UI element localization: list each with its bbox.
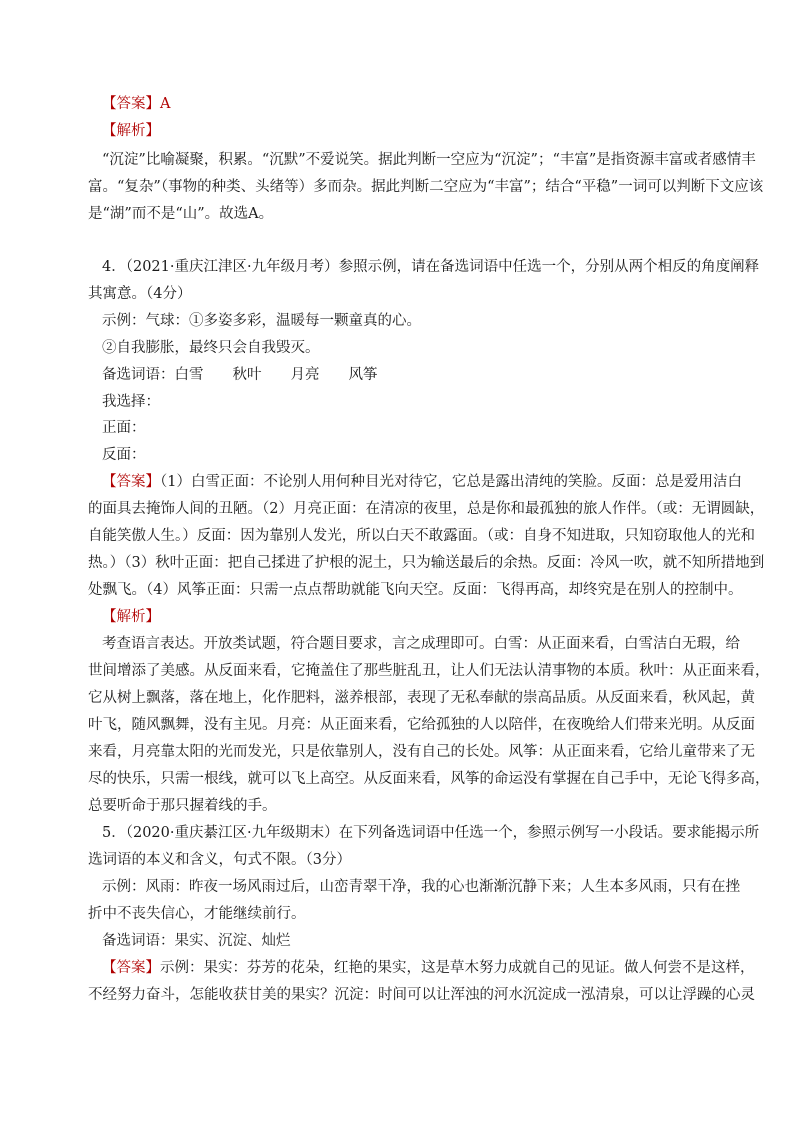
- analysis-text-line: 它从树上飘落，落在地上，化作肥料，滋养根部，表现了无私奉献的崇高品质。从反面来看，秋风起，黄: [88, 690, 755, 706]
- analysis-text-line: 叶飞，随风飘舞，没有主见。月亮：从正面来看，它给孤独的人以陪伴，在夜晚给人们带来光明。从反面: [88, 717, 755, 733]
- answer-text-line: 处飘飞。（4）风筝正面：只需一点点帮助就能飞向天空。反面：飞得再高，却终究是在别人的控制中。: [88, 582, 743, 598]
- question-stem: 5．（2020·重庆綦江区·九年级期末）在下列备选词语中任选一个，参照示例写一小段话。要求能揭示所: [102, 825, 760, 841]
- answer-text: 示例：果实：芬芳的花朵，红艳的果实，这是草木努力成就自己的见证。做人何尝不是这样，: [160, 960, 755, 976]
- answer-text-line: 不经努力奋斗，怎能收获甘美的果实？沉淀：时间可以让浑浊的河水沉淀成一泓清泉，可以让浮躁的心灵: [88, 987, 755, 1003]
- analysis-text-line: 尽的快乐，只需一根线，就可以飞上高空。从反面来看，风筝的命运没有掌握在自己手中，无论飞得多高，: [88, 771, 770, 787]
- answer-label: 【答案】: [102, 474, 160, 490]
- answer-label: 【答案】: [102, 96, 160, 112]
- question-stem: 4．（2021·重庆江津区·九年级月考）参照示例，请在备选词语中任选一个，分别从两个相反的角度阐释: [102, 259, 760, 275]
- answer-line: [102, 958, 755, 978]
- analysis-text-line: 考查语言表达。开放类试题，符合题目要求，言之成理即可。白雪：从正面来看，白雪洁白无瑕，给: [102, 636, 740, 652]
- choose-prompt: 我选择：: [102, 394, 160, 410]
- answer-text-line: 自能笑傲人生。）反面：因为靠别人发光，所以白天不敢露面。（或：自身不知进取，只知窃取他人的光和: [88, 528, 755, 544]
- answer-label: 【答案】: [102, 960, 160, 976]
- answer-text-line: 的面具去掩饰人间的丑陋。（2）月亮正面：在清凉的夜里，总是你和最孤独的旅人作伴。（或：无谓圆缺，: [88, 501, 765, 517]
- front-prompt: 正面：: [102, 420, 146, 436]
- example-text: ②自我膨胀，最终只会自我毁灭。: [102, 340, 320, 356]
- analysis-text-line: “沉淀”比喻凝聚，积累。“沉默”不爱说笑。据此判断一空应为“沉淀”；“丰富”是指资源丰富或者感情丰: [102, 152, 756, 168]
- option-words: 备选词语：果实、沉淀、灿烂: [102, 933, 291, 949]
- answer-line: [102, 94, 170, 114]
- option-words: 备选词语：白雪 秋叶 月亮 风筝: [102, 367, 378, 383]
- answer-line: [102, 472, 742, 492]
- answer-value: A: [160, 96, 171, 112]
- answer-text-line: 热。）（3）秋叶正面：把自己揉进了护根的泥土，只为输送最后的余热。反面：冷风一吹，就不知所措地到: [88, 555, 765, 571]
- analysis-label: 【解析】: [102, 609, 160, 625]
- example-text: 示例：气球：①多姿多彩，温暖每一颗童真的心。: [102, 313, 421, 329]
- example-text: 折中不丧失信心，才能继续前行。: [88, 906, 306, 922]
- analysis-text-line: 富。“复杂”（事物的种类、头绪等）多而杂。据此判断二空应为“丰富”；结合“平稳”一词可以判断下文应该: [88, 179, 764, 195]
- question-stem: 其寓意。（4分）: [88, 286, 192, 302]
- analysis-text-line: 世间增添了美感。从反面来看，它掩盖住了那些脏乱丑，让人们无法认清事物的本质。秋叶：从正面来看，: [88, 663, 770, 679]
- answer-text: （1）白雪正面：不论别人用何种目光对待它，它总是露出清纯的笑脸。反面：总是爱用洁白: [160, 474, 742, 490]
- analysis-text-line: 总要听命于那只握着线的手。: [88, 798, 277, 814]
- analysis-text-line: 来看，月亮靠太阳的光而发光，只是依靠别人，没有自己的长处。风筝：从正面来看，它给儿童带来了无: [88, 744, 755, 760]
- example-text: 示例：风雨：昨夜一场风雨过后，山峦青翠干净，我的心也渐渐沉静下来；人生本多风雨，只有在挫: [102, 879, 740, 895]
- analysis-text-line: 是“湖”而不是“山”。故选A。: [88, 206, 274, 222]
- back-prompt: 反面：: [102, 447, 146, 463]
- question-stem: 选词语的本义和含义，句式不限。（3分）: [88, 852, 351, 868]
- analysis-label: 【解析】: [102, 123, 160, 139]
